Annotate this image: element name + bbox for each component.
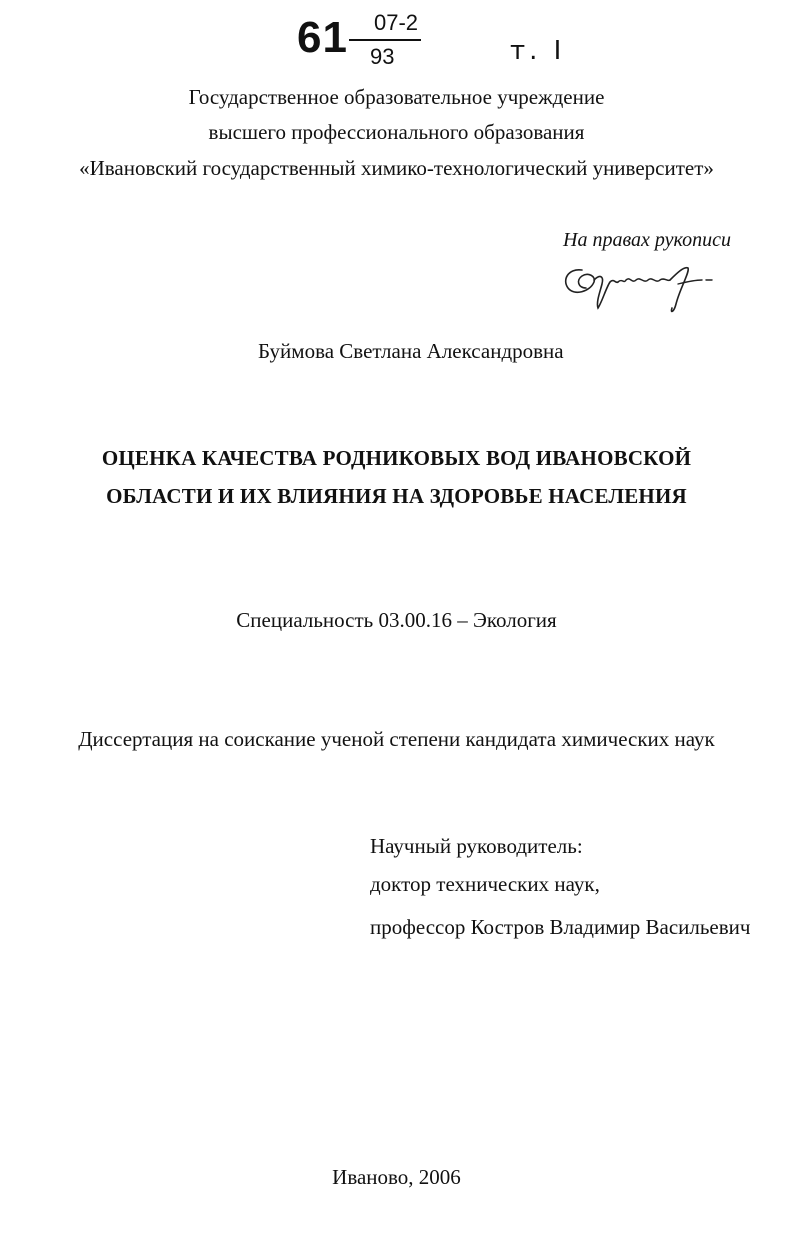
signature-icon [560,258,730,318]
author-name: Буймова Светлана Александровна [258,339,564,363]
stamp-bottom-number: 93 [370,44,395,69]
stamp-prefix: 61 [297,13,348,62]
title-line-2: ОБЛАСТИ И ИХ ВЛИЯНИЯ НА ЗДОРОВЬЕ НАСЕЛЕНИЯ [106,484,687,508]
volume-mark: т. I [510,36,566,66]
institution-line-2: высшего профессионального образования [208,120,585,144]
institution-line-1: Государственное образовательное учреждение [188,85,605,109]
stamp-fraction-line [349,39,421,41]
place-year: Иваново, 2006 [332,1165,461,1189]
stamp-top-number: 07-2 [374,10,419,35]
title-line-1: ОЦЕНКА КАЧЕСТВА РОДНИКОВЫХ ВОД ИВАНОВСКОЙ [101,446,692,470]
dissertation-statement: Диссертация на соискание ученой степени кандидата химических наук [78,727,715,751]
manuscript-note: На правах рукописи [563,229,731,251]
supervisor-name: профессор Костров Владимир Васильевич [370,915,751,939]
supervisor-degree: доктор технических наук, [370,872,600,896]
specialty: Специальность 03.00.16 – Экология [236,608,557,632]
supervisor-label: Научный руководитель: [370,834,583,858]
institution-line-3: «Ивановский государственный химико-технологический университет» [79,156,714,180]
